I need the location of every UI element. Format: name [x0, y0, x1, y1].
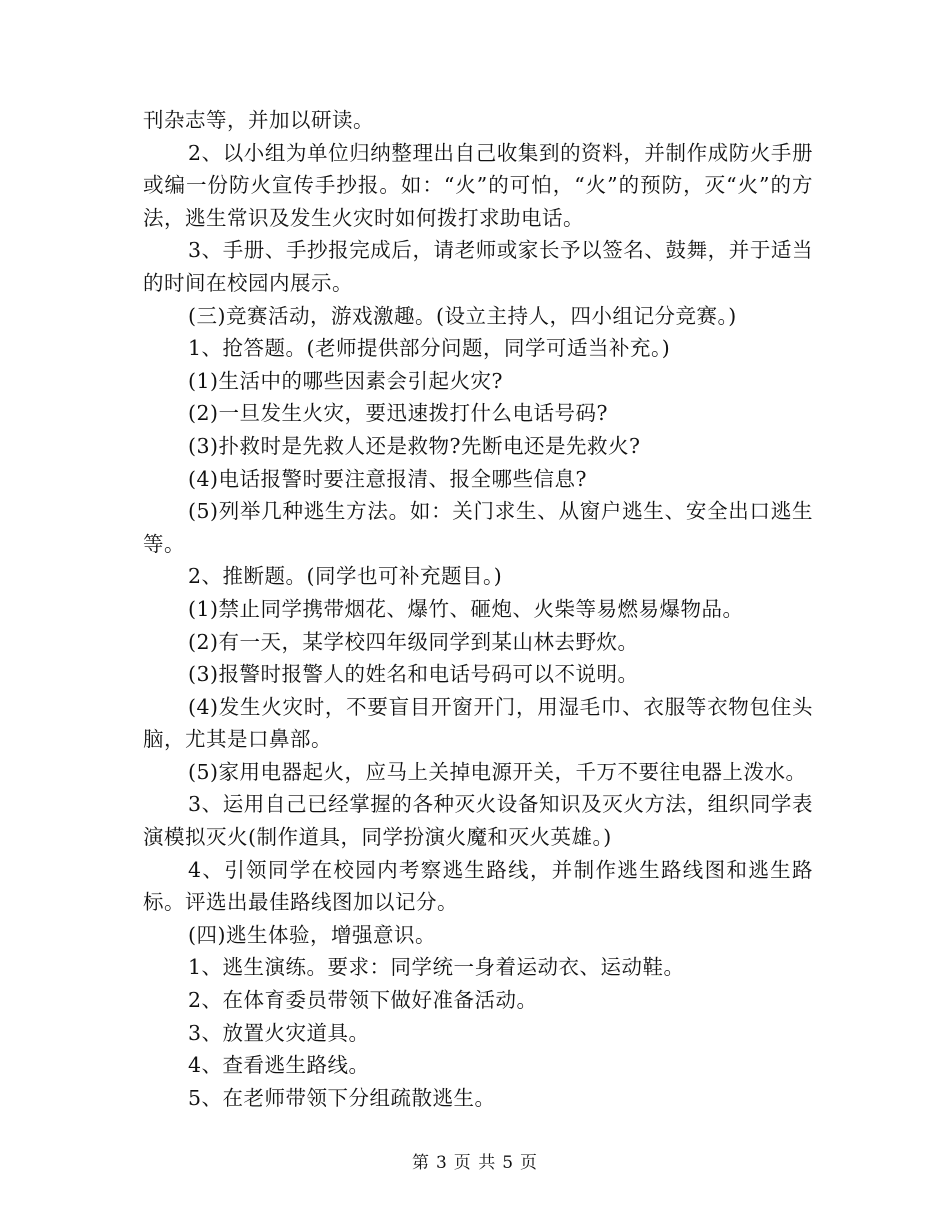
page-footer — [0, 1148, 950, 1173]
quiz-item-3: (3)扑救时是先救人还是救物?先断电还是先救火? — [188, 433, 641, 458]
quiz-item-2: (2)一旦发生火灾，要迅速拨打什么电话号码? — [188, 401, 609, 426]
page-body — [143, 104, 813, 1114]
section-heading-4: (四)逃生体验，增强意识。 — [188, 922, 436, 947]
paragraph-1: 刊杂志等，并加以研读。 — [143, 108, 374, 132]
quiz-item-1: (1)生活中的哪些因素会引起火灾? — [188, 368, 504, 393]
footer-suffix: 页 — [520, 1153, 539, 1173]
drill-step-1: 1、逃生演练。要求：同学统一身着运动衣、运动鞋。 — [188, 955, 685, 980]
paragraph-2: 2、以小组为单位归纳整理出自己收集到的资料，并制作成防火手册或编一份防火宣传手抄报。如：“火”的可怕，“火”的预防，灭“火”的方法，逃生常识及发生火灾时如何拨打求助电话。 — [143, 140, 813, 230]
quiz-item-4: (4)电话报警时要注意报清、报全哪些信息? — [188, 466, 588, 491]
quiz-item-5: (5)列举几种逃生方法。如：关门求生、从窗户逃生、安全出口逃生等。 — [143, 499, 813, 556]
footer-middle: 页 共 — [453, 1153, 497, 1173]
subheading-judgement: 2、推断题。(同学也可补充题目。) — [188, 564, 503, 589]
footer-total-pages: 5 — [502, 1153, 515, 1173]
judgement-item-3: (3)报警时报警人的姓名和电话号码可以不说明。 — [188, 662, 639, 687]
paragraph-route: 4、引领同学在校园内考察逃生路线，并制作逃生路线图和逃生路标。评选出最佳路线图加以记分。 — [143, 857, 813, 915]
footer-prefix: 第 — [411, 1153, 430, 1173]
paragraph-simulation: 3、运用自己已经掌握的各种灭火设备知识及灭火方法，组织同学表演模拟灭火(制作道具，同学扮演火魔和灭火英雄。) — [143, 792, 813, 850]
drill-step-5: 5、在老师带领下分组疏散逃生。 — [188, 1085, 496, 1110]
judgement-item-4: (4)发生火灾时，不要盲目开窗开门，用湿毛巾、衣服等衣物包住头脑，尤其是口鼻部。 — [143, 694, 813, 752]
footer-current-page: 3 — [435, 1153, 448, 1173]
judgement-item-2: (2)有一天，某学校四年级同学到某山林去野炊。 — [188, 629, 639, 654]
drill-step-4: 4、查看逃生路线。 — [188, 1053, 370, 1078]
drill-step-2: 2、在体育委员带领下做好准备活动。 — [188, 988, 538, 1013]
paragraph-3: 3、手册、手抄报完成后，请老师或家长予以签名、鼓舞，并于适当的时间在校园内展示。 — [143, 238, 813, 295]
drill-step-3: 3、放置火灾道具。 — [188, 1020, 370, 1045]
section-heading-3: (三)竞赛活动，游戏激趣。(设立主持人，四小组记分竞赛。) — [188, 303, 737, 328]
subheading-quiz: 1、抢答题。(老师提供部分问题，同学可适当补充。) — [188, 336, 671, 361]
judgement-item-5: (5)家用电器起火，应马上关掉电源开关，千万不要往电器上泼水。 — [188, 759, 807, 784]
judgement-item-1: (1)禁止同学携带烟花、爆竹、砸炮、火柴等易燃易爆物品。 — [188, 596, 744, 621]
